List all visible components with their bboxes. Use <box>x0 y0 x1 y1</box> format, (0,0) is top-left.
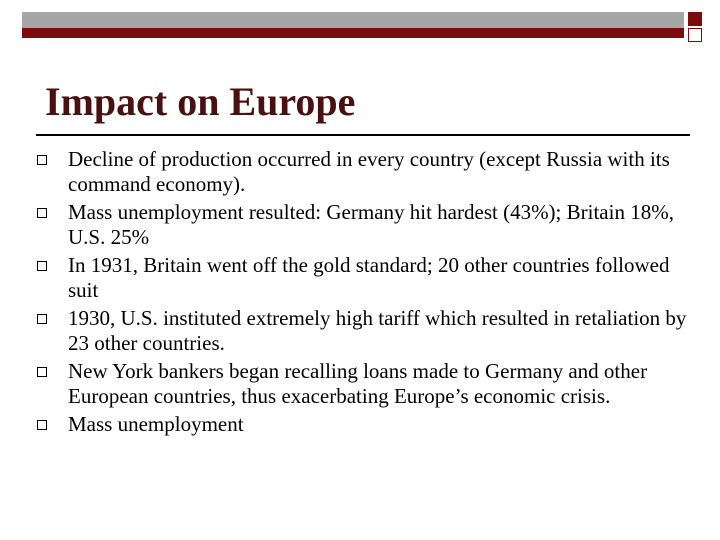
header-gray-bar <box>22 12 684 28</box>
decor-square-filled <box>688 12 702 26</box>
bullet-text: 1930, U.S. instituted extremely high tariff which resulted in retaliation by 23 other countries. <box>68 306 687 355</box>
bullet-list <box>30 147 690 441</box>
header-accent-bar <box>22 28 684 38</box>
square-bullet-icon <box>37 261 47 271</box>
bullet-text: Decline of production occurred in every country (except Russia with its command economy). <box>68 147 670 196</box>
square-bullet-icon <box>37 420 47 430</box>
bullet-text: Mass unemployment resulted: Germany hit hardest (43%); Britain 18%, U.S. 25% <box>68 200 674 249</box>
square-bullet-icon <box>37 208 47 218</box>
bullet-item <box>30 306 690 355</box>
square-bullet-icon <box>37 367 47 377</box>
square-bullet-icon <box>37 314 47 324</box>
bullet-item <box>30 147 690 196</box>
bullet-item <box>30 200 690 249</box>
bullet-item <box>30 412 690 437</box>
bullet-text: Mass unemployment <box>68 412 244 436</box>
bullet-text: New York bankers began recalling loans made to Germany and other European countries, thus exacerbating Europe’s economic crisis. <box>68 359 648 408</box>
slide-title: Impact on Europe <box>45 79 356 124</box>
bullet-item <box>30 253 690 302</box>
bullet-item <box>30 359 690 408</box>
bullet-text: In 1931, Britain went off the gold standard; 20 other countries followed suit <box>68 253 670 302</box>
square-bullet-icon <box>37 155 47 165</box>
decor-square-outline <box>688 28 702 42</box>
title-underline <box>36 134 690 136</box>
